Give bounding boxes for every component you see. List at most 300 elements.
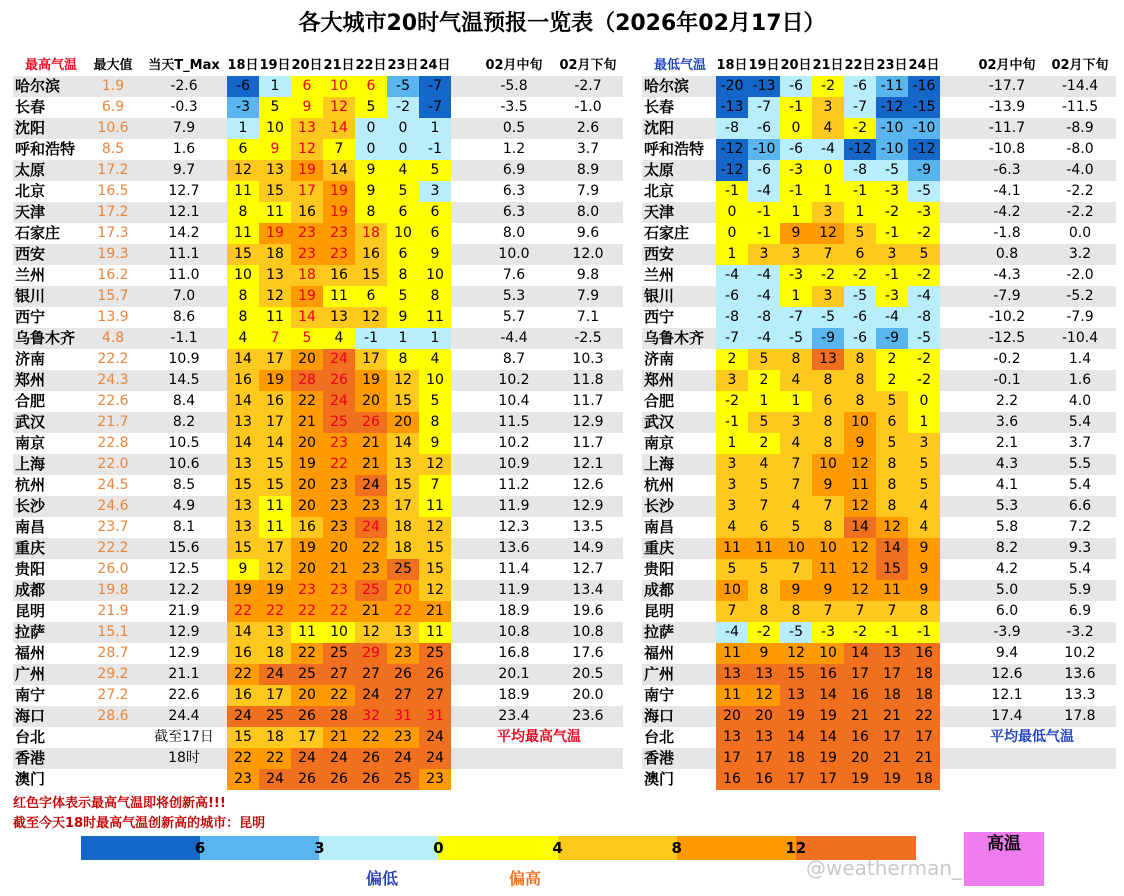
table-cell: -1 xyxy=(844,181,876,202)
table-cell: 8 xyxy=(780,601,812,622)
table-cell: 25 xyxy=(259,706,291,727)
table-cell: 6 xyxy=(291,76,323,97)
table-cell: 18 xyxy=(259,727,291,748)
table-cell: -4 xyxy=(716,265,748,286)
city-name: 天津 xyxy=(644,203,675,221)
table-cell: -20 xyxy=(716,76,748,97)
table-cell: 29 xyxy=(355,643,387,664)
table-cell: 13 xyxy=(227,496,259,517)
note-line: 红色字体表示最高气温即将创新高!!! xyxy=(13,796,226,811)
city-name: 武汉 xyxy=(15,413,46,431)
table-cell: 2 xyxy=(876,349,908,370)
table-cell: 20 xyxy=(323,538,355,559)
table-cell: 12.1 xyxy=(991,687,1023,703)
table-cell: 8 xyxy=(227,202,259,223)
table-cell: -3 xyxy=(780,265,812,286)
table-cell: 22.6 xyxy=(97,393,129,409)
table-row xyxy=(642,349,1116,370)
table-row xyxy=(13,622,623,643)
legend-tick-label: 0 xyxy=(433,839,444,857)
table-cell: 12 xyxy=(355,622,387,643)
city-name: 郑州 xyxy=(644,371,675,389)
table-cell xyxy=(553,727,623,748)
table-cell: 10 xyxy=(323,622,355,643)
table-cell: 7 xyxy=(812,496,844,517)
table-cell: 24 xyxy=(419,748,451,769)
table-row xyxy=(642,769,1116,790)
table-cell: 21 xyxy=(323,559,355,580)
table-cell: 14 xyxy=(259,433,291,454)
table-cell: 13 xyxy=(716,727,748,748)
table-cell: 8 xyxy=(908,601,940,622)
table-row xyxy=(13,517,623,538)
table-cell: 5.5 xyxy=(1068,456,1092,472)
table-cell: 23.6 xyxy=(572,708,604,724)
table-cell: 23 xyxy=(291,223,323,244)
table-cell: 3 xyxy=(780,412,812,433)
table-cell: 10.8 xyxy=(572,624,604,640)
city-name: 济南 xyxy=(644,350,675,368)
table-cell: -0.3 xyxy=(170,99,198,115)
table-cell: 5.7 xyxy=(502,309,526,325)
table-cell: 12 xyxy=(419,454,451,475)
table-row xyxy=(642,517,1116,538)
table-cell: 5 xyxy=(387,181,419,202)
table-cell: -15 xyxy=(908,97,940,118)
table-cell: 11 xyxy=(876,580,908,601)
table-cell: 3.2 xyxy=(1068,246,1092,262)
table-cell: 4.8 xyxy=(101,330,125,346)
table-cell: 11.4 xyxy=(498,561,530,577)
table-cell: 25 xyxy=(323,412,355,433)
table-cell: -10.4 xyxy=(1061,330,1099,346)
table-cell: -3.9 xyxy=(993,624,1021,640)
table-cell: 24 xyxy=(323,349,355,370)
table-cell: 5 xyxy=(780,517,812,538)
table-cell: -6 xyxy=(780,76,812,97)
table-cell: 9 xyxy=(291,97,323,118)
table-cell: 13 xyxy=(748,664,780,685)
table-cell: -11 xyxy=(876,76,908,97)
table-cell: 0 xyxy=(780,118,812,139)
table-cell: 5.9 xyxy=(1068,582,1092,598)
table-cell: 23 xyxy=(387,727,419,748)
table-cell: 27 xyxy=(387,685,419,706)
city-name: 济南 xyxy=(15,350,46,368)
table-cell: 11 xyxy=(259,517,291,538)
table-cell: -2 xyxy=(876,202,908,223)
table-cell: -2 xyxy=(844,622,876,643)
table-cell: 4.2 xyxy=(995,561,1019,577)
table-cell: -1 xyxy=(716,181,748,202)
table-cell: 14 xyxy=(227,349,259,370)
table-cell: 19 xyxy=(291,286,323,307)
table-cell: 24.3 xyxy=(97,372,129,388)
table-cell: -6 xyxy=(844,307,876,328)
table-cell: 14 xyxy=(323,160,355,181)
table-row xyxy=(13,370,623,391)
table-cell: 22 xyxy=(227,601,259,622)
table-cell: 11.1 xyxy=(168,246,200,262)
city-name: 北京 xyxy=(644,182,675,200)
table-cell: 24 xyxy=(323,391,355,412)
table-cell: 19 xyxy=(291,538,323,559)
table-cell: 15 xyxy=(259,454,291,475)
table-cell xyxy=(479,769,549,790)
table-cell: 3 xyxy=(812,97,844,118)
table-cell: 21 xyxy=(876,706,908,727)
city-name: 哈尔滨 xyxy=(15,77,61,95)
city-name: 长沙 xyxy=(15,497,46,515)
table-row xyxy=(642,748,1116,769)
city-name: 太原 xyxy=(644,161,675,179)
table-cell xyxy=(143,769,225,790)
table-cell: 3 xyxy=(716,475,748,496)
table-cell: 1.6 xyxy=(172,141,196,157)
table-cell: 7 xyxy=(780,559,812,580)
table-cell: 24.5 xyxy=(97,477,129,493)
right-header-cell: 最低气温 xyxy=(653,58,706,73)
table-cell: 12 xyxy=(387,370,419,391)
table-cell: -4 xyxy=(716,622,748,643)
table-cell: 12 xyxy=(844,454,876,475)
left-header-row xyxy=(13,55,623,76)
table-cell: 12 xyxy=(291,139,323,160)
city-name: 南京 xyxy=(15,434,46,452)
legend-color-segment xyxy=(438,836,558,860)
table-cell: -9 xyxy=(812,328,844,349)
table-cell: 22 xyxy=(291,643,323,664)
table-cell: 12.2 xyxy=(168,582,200,598)
table-cell: 12 xyxy=(259,286,291,307)
table-cell: 1.4 xyxy=(1068,351,1092,367)
table-cell: 3 xyxy=(908,433,940,454)
table-cell: 6 xyxy=(748,517,780,538)
table-row xyxy=(13,328,623,349)
table-cell: -3 xyxy=(812,622,844,643)
table-cell: 0 xyxy=(716,223,748,244)
table-cell: 6.9 xyxy=(502,162,526,178)
table-cell: 16 xyxy=(227,643,259,664)
table-cell: 14 xyxy=(227,622,259,643)
table-cell: -2 xyxy=(812,265,844,286)
table-cell: 4 xyxy=(748,454,780,475)
city-name: 杭州 xyxy=(15,476,46,494)
table-cell: 14 xyxy=(876,538,908,559)
table-cell: 18 xyxy=(259,643,291,664)
table-cell: 11 xyxy=(844,475,876,496)
table-cell: 9 xyxy=(355,181,387,202)
city-name: 上海 xyxy=(644,455,675,473)
table-cell: 25 xyxy=(323,643,355,664)
table-cell: 11 xyxy=(748,538,780,559)
table-cell: 21 xyxy=(291,412,323,433)
table-cell: -12 xyxy=(716,139,748,160)
table-cell: -7 xyxy=(419,76,451,97)
table-cell: 12 xyxy=(844,580,876,601)
table-cell: 21.7 xyxy=(97,414,129,430)
table-cell: 3 xyxy=(716,370,748,391)
table-cell: -4 xyxy=(908,286,940,307)
table-cell: 15 xyxy=(419,559,451,580)
table-cell: 9.3 xyxy=(1068,540,1092,556)
table-cell: 12.9 xyxy=(572,414,604,430)
table-cell: 27 xyxy=(419,685,451,706)
table-cell: 10 xyxy=(323,76,355,97)
right-header-cell: 02月下旬 xyxy=(1051,58,1109,73)
table-cell xyxy=(87,748,139,769)
table-cell: 4 xyxy=(716,517,748,538)
city-name: 成都 xyxy=(15,581,46,599)
table-cell: 1 xyxy=(716,244,748,265)
table-cell: -2 xyxy=(748,622,780,643)
table-cell: 22 xyxy=(323,685,355,706)
table-cell: 19.8 xyxy=(97,582,129,598)
table-cell: 7.6 xyxy=(502,267,526,283)
table-cell: 12 xyxy=(844,496,876,517)
table-cell: 3 xyxy=(716,454,748,475)
table-cell: 26 xyxy=(387,664,419,685)
table-cell: 29.2 xyxy=(97,666,129,682)
table-cell: 26 xyxy=(323,370,355,391)
table-cell: 17 xyxy=(876,727,908,748)
table-cell: 6 xyxy=(387,244,419,265)
table-cell: 24 xyxy=(259,664,291,685)
table-row xyxy=(642,307,1116,328)
table-cell: -8.0 xyxy=(1066,141,1094,157)
table-cell: 6 xyxy=(812,391,844,412)
table-cell: 5 xyxy=(259,97,291,118)
city-name: 澳门 xyxy=(15,770,46,788)
table-cell: 3 xyxy=(419,181,451,202)
table-cell: 11 xyxy=(419,622,451,643)
table-cell: 1 xyxy=(844,202,876,223)
table-cell: -7 xyxy=(748,97,780,118)
table-cell: -8 xyxy=(748,307,780,328)
city-name: 南宁 xyxy=(15,686,46,704)
table-cell: 1 xyxy=(908,412,940,433)
table-cell: 13 xyxy=(227,412,259,433)
table-cell: -10.2 xyxy=(988,309,1026,325)
table-cell: -5 xyxy=(812,307,844,328)
city-name: 合肥 xyxy=(15,392,46,410)
table-cell: -5 xyxy=(780,328,812,349)
table-cell: 27 xyxy=(323,664,355,685)
table-cell: 1 xyxy=(748,391,780,412)
table-cell: 22 xyxy=(291,391,323,412)
table-cell: 22 xyxy=(908,706,940,727)
table-cell: -8 xyxy=(716,307,748,328)
table-cell: 24 xyxy=(291,748,323,769)
table-cell: 24.6 xyxy=(97,498,129,514)
table-cell: 4 xyxy=(780,496,812,517)
table-cell: 12.5 xyxy=(168,561,200,577)
table-cell: 23 xyxy=(323,580,355,601)
table-cell: 14 xyxy=(812,727,844,748)
table-row xyxy=(13,76,623,97)
table-cell: 9 xyxy=(355,160,387,181)
table-cell: 3.7 xyxy=(1068,435,1092,451)
table-cell: 19 xyxy=(780,706,812,727)
table-cell: 12 xyxy=(844,559,876,580)
legend-low-tag: 偏低 xyxy=(366,869,399,888)
table-cell: 8 xyxy=(419,286,451,307)
table-row xyxy=(642,181,1116,202)
table-row xyxy=(13,349,623,370)
table-row xyxy=(642,559,1116,580)
table-row xyxy=(642,454,1116,475)
table-cell: 14 xyxy=(780,727,812,748)
table-cell: 16 xyxy=(259,391,291,412)
table-cell: -17.7 xyxy=(988,78,1026,94)
table-row xyxy=(642,160,1116,181)
table-cell: 20 xyxy=(291,475,323,496)
table-row xyxy=(13,391,623,412)
table-cell: 2 xyxy=(748,370,780,391)
table-cell: 1 xyxy=(419,118,451,139)
table-cell: 13 xyxy=(387,454,419,475)
table-cell: 9 xyxy=(227,559,259,580)
table-cell: 20 xyxy=(291,496,323,517)
right-header-cell: 22日 xyxy=(844,58,876,73)
table-cell: 17 xyxy=(908,727,940,748)
table-cell: 0.0 xyxy=(1068,225,1092,241)
table-cell: 28 xyxy=(323,706,355,727)
left-header-cell: 02月中旬 xyxy=(485,58,543,73)
table-cell: 7 xyxy=(259,328,291,349)
table-cell: 8.2 xyxy=(995,540,1019,556)
table-cell: 27 xyxy=(355,664,387,685)
table-cell: 22 xyxy=(227,664,259,685)
table-cell: 12.6 xyxy=(991,666,1023,682)
table-cell: 11 xyxy=(419,307,451,328)
table-cell: 14 xyxy=(227,391,259,412)
table-cell: 10.2 xyxy=(498,372,530,388)
table-cell: 12.7 xyxy=(572,561,604,577)
table-cell: 12.9 xyxy=(572,498,604,514)
table-cell: 7 xyxy=(812,244,844,265)
table-cell: 12 xyxy=(419,517,451,538)
table-cell: 27.2 xyxy=(97,687,129,703)
table-cell: -6 xyxy=(780,139,812,160)
table-cell: 8 xyxy=(812,433,844,454)
table-cell: 9 xyxy=(387,307,419,328)
table-cell: 9 xyxy=(419,244,451,265)
table-cell: 20 xyxy=(716,706,748,727)
table-cell: 8 xyxy=(227,286,259,307)
table-cell: 4.0 xyxy=(1068,393,1092,409)
table-cell: -6.3 xyxy=(993,162,1021,178)
table-cell: -2.5 xyxy=(574,330,602,346)
right-header-cell: 20日 xyxy=(780,58,812,73)
table-cell: -8 xyxy=(908,307,940,328)
city-name: 呼和浩特 xyxy=(644,140,705,158)
table-cell xyxy=(87,769,139,790)
table-cell: -7 xyxy=(716,328,748,349)
table-cell: 10.0 xyxy=(498,246,530,262)
table-row xyxy=(13,412,623,433)
table-cell: 15.7 xyxy=(97,288,129,304)
legend-tick-label: 12 xyxy=(785,839,807,857)
table-cell: -1 xyxy=(908,622,940,643)
table-cell: 17 xyxy=(387,496,419,517)
table-row xyxy=(13,643,623,664)
table-cell: 6 xyxy=(355,76,387,97)
table-cell: 22.2 xyxy=(97,540,129,556)
table-cell: 24 xyxy=(387,748,419,769)
table-cell: 11 xyxy=(259,496,291,517)
table-cell: 26 xyxy=(355,748,387,769)
city-name: 重庆 xyxy=(644,539,675,557)
table-cell: 7 xyxy=(419,475,451,496)
table-cell: 10.6 xyxy=(168,456,200,472)
table-cell: -2 xyxy=(908,223,940,244)
table-cell: 17.3 xyxy=(97,225,129,241)
table-cell: 25 xyxy=(419,643,451,664)
table-cell: 19.6 xyxy=(572,603,604,619)
table-cell: 7 xyxy=(812,601,844,622)
table-cell: 0 xyxy=(908,391,940,412)
table-cell: -16 xyxy=(908,76,940,97)
table-cell: -4.2 xyxy=(993,204,1021,220)
city-name: 长沙 xyxy=(644,497,675,515)
city-name: 兰州 xyxy=(644,266,675,284)
right-header-row xyxy=(642,55,1116,76)
city-name: 武汉 xyxy=(644,413,675,431)
table-cell: 8.0 xyxy=(576,204,600,220)
table-cell: 8 xyxy=(355,202,387,223)
table-cell: 9 xyxy=(908,580,940,601)
table-row xyxy=(642,139,1116,160)
table-row xyxy=(642,664,1116,685)
table-cell: 9 xyxy=(844,433,876,454)
legend-tick-label: 3 xyxy=(314,839,325,857)
left-header-cell: 最高气温 xyxy=(24,58,77,73)
table-cell xyxy=(1044,748,1116,769)
table-cell: 17 xyxy=(291,727,323,748)
table-cell: -2.2 xyxy=(1066,183,1094,199)
table-cell: 12.9 xyxy=(168,645,200,661)
table-cell: -4 xyxy=(748,328,780,349)
table-cell: 4.3 xyxy=(995,456,1019,472)
table-cell: 17 xyxy=(748,748,780,769)
table-cell: 22.8 xyxy=(97,435,129,451)
table-cell: 12 xyxy=(323,97,355,118)
table-cell: 5.4 xyxy=(1068,414,1092,430)
table-cell: 0 xyxy=(387,139,419,160)
table-cell: -5 xyxy=(908,181,940,202)
table-cell: -1 xyxy=(780,97,812,118)
table-cell: 5 xyxy=(908,454,940,475)
table-cell: -6 xyxy=(844,76,876,97)
table-cell: 1 xyxy=(780,286,812,307)
table-cell: 3.7 xyxy=(576,141,600,157)
table-cell: 13 xyxy=(291,118,323,139)
table-cell: 13.9 xyxy=(97,309,129,325)
table-cell: 8.4 xyxy=(172,393,196,409)
table-cell: 19.3 xyxy=(97,246,129,262)
table-row xyxy=(642,328,1116,349)
table-cell: 12.7 xyxy=(168,183,200,199)
table-cell: 24 xyxy=(323,748,355,769)
table-cell: 20.0 xyxy=(572,687,604,703)
table-cell: 13 xyxy=(259,622,291,643)
table-cell: 2.2 xyxy=(995,393,1019,409)
table-cell: 9 xyxy=(780,223,812,244)
table-cell: 25 xyxy=(387,559,419,580)
table-cell: 8 xyxy=(844,391,876,412)
table-cell: 16 xyxy=(844,727,876,748)
